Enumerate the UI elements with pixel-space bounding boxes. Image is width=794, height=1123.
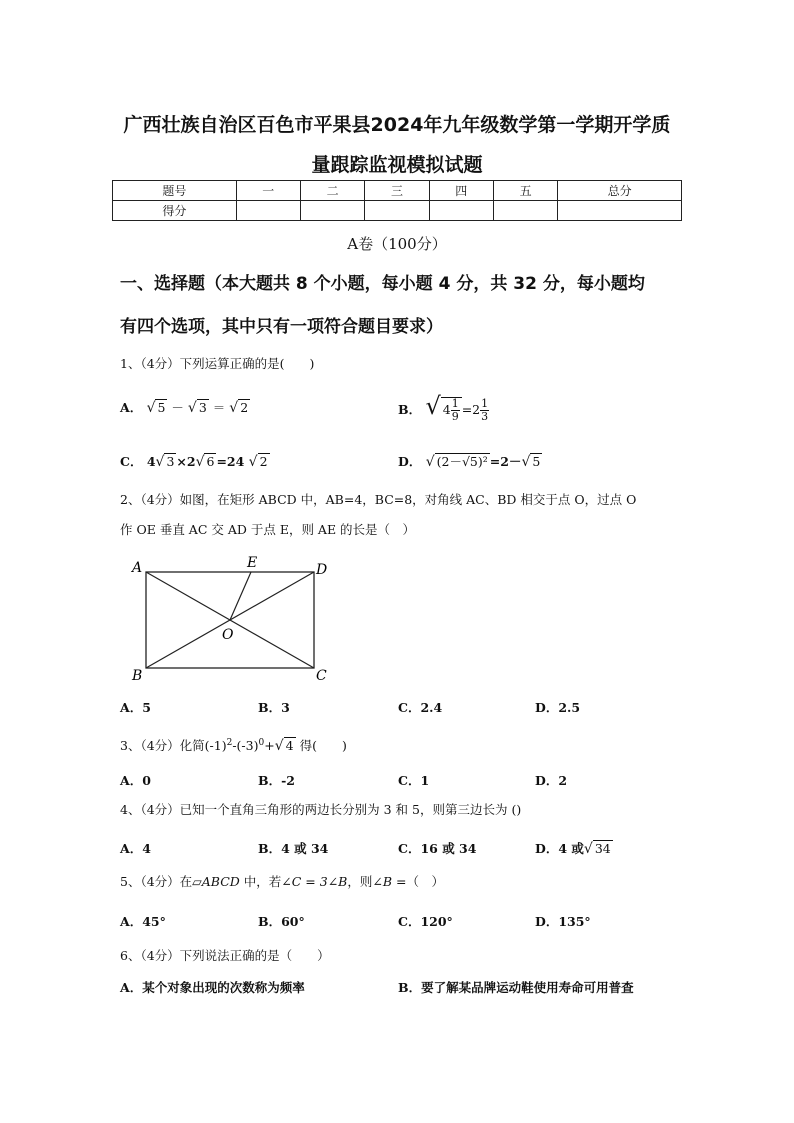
q1-d-label: D．	[398, 454, 422, 469]
score-table-header: 二	[300, 181, 364, 201]
label-c: C	[316, 668, 327, 684]
q1-b-label: B．	[398, 402, 422, 417]
q1-a-label: A．	[120, 400, 143, 415]
score-table-header: 四	[429, 181, 493, 201]
score-table-header: 总分	[558, 181, 682, 201]
score-table	[112, 180, 682, 221]
label-d: D	[316, 562, 328, 578]
q1-option-d: D． √ (2－√5)² =2－√ 5	[398, 454, 541, 470]
label-b: B	[132, 668, 143, 684]
q3-option-b: B．-2	[258, 773, 295, 788]
q6-option-a: A．某个对象出现的次数称为频率	[120, 980, 305, 995]
q5-option-c: C．120°	[398, 914, 453, 929]
score-cell[interactable]	[558, 201, 682, 221]
q2-option-d: D．2.5	[535, 700, 581, 715]
score-table-header: 三	[365, 181, 429, 201]
q4-option-b: B．4 或 34	[258, 841, 329, 856]
q3-option-a: A．0	[120, 773, 151, 788]
score-cell[interactable]	[300, 201, 364, 221]
q1-a-expression: √ 5 － √ 3 ＝ √ 2	[146, 400, 249, 416]
q5-option-d: D．135°	[535, 914, 591, 929]
q1-option-b	[398, 392, 489, 423]
segment-oe	[230, 572, 251, 620]
q1-option-c: C． 4√ 3 ×2√ 6 =24 √ 2	[120, 454, 268, 470]
score-table-score-row	[113, 201, 682, 221]
q3-stem: 3、（4分）化简$(-1)^2-(-3)^0+√$ 4 得( )	[120, 738, 347, 755]
score-table-header: 五	[493, 181, 557, 201]
rectangle-figure	[130, 552, 330, 684]
score-cell[interactable]	[429, 201, 493, 221]
score-table-header: 题号	[113, 181, 237, 201]
q2-option-c: C．2.4	[398, 700, 443, 715]
q6-option-b: B．要了解某品牌运动鞋使用寿命可用普查	[398, 980, 634, 995]
label-e: E	[247, 555, 258, 571]
q3-option-d: D．2	[535, 773, 568, 788]
q2-option-a: A．5	[120, 700, 151, 715]
score-row-label: 得分	[113, 201, 237, 221]
q2-stem-line1: 2、（4分）如图，在矩形 ABCD 中，AB=4，BC=8，对角线 AC、BD 相交于点 O，过点 O	[120, 492, 637, 507]
q1-b-expression: √ 4 $\frac{1}{9}$ =2 $\frac{1}{3}$	[425, 392, 489, 423]
q4-option-a: A．4	[120, 841, 151, 856]
exam-title-line2: 量跟踪监视模拟试题	[311, 154, 483, 176]
q5-option-a: A．45°	[120, 914, 166, 929]
score-cell[interactable]	[365, 201, 429, 221]
score-table-header-row	[113, 181, 682, 201]
score-cell[interactable]	[236, 201, 300, 221]
section-a-heading: A卷（100分）	[347, 235, 447, 253]
score-table-header: 一	[236, 181, 300, 201]
q1-option-a	[120, 398, 250, 416]
part1-heading-line2: 有四个选项，其中只有一项符合题目要求）	[120, 317, 443, 337]
q5-option-b: B．60°	[258, 914, 305, 929]
q6-stem: 6、（4分）下列说法正确的是（ ）	[120, 948, 330, 963]
part1-heading-line1: 一、选择题（本大题共 8 个小题，每小题 4 分，共 32 分，每小题均	[120, 274, 645, 294]
q2-option-b: B．3	[258, 700, 290, 715]
label-a: A	[132, 560, 143, 576]
label-o: O	[222, 627, 234, 643]
score-cell[interactable]	[493, 201, 557, 221]
q1-d-expression: √ (2－√5)²	[425, 454, 488, 470]
q1-c-label: C．	[120, 454, 143, 469]
exam-title-line1: 广西壮族自治区百色市平果县2024年九年级数学第一学期开学质	[123, 114, 671, 136]
q4-stem: 4、（4分）已知一个直角三角形的两边长分别为 3 和 5，则第三边长为 ()	[120, 802, 522, 817]
q5-stem: 5、（4分）在▱ABCD 中，若∠C = 3∠B，则∠B =（ ）	[120, 874, 445, 889]
q1-stem: 1、（4分）下列运算正确的是( )	[120, 356, 315, 371]
q3-option-c: C．1	[398, 773, 430, 788]
q4-option-c: C．16 或 34	[398, 841, 477, 856]
q4-option-d: D．4 或√ 34	[535, 841, 611, 857]
q2-stem-line2: 作 OE 垂直 AC 交 AD 于点 E，则 AE 的长是（ ）	[120, 522, 416, 537]
